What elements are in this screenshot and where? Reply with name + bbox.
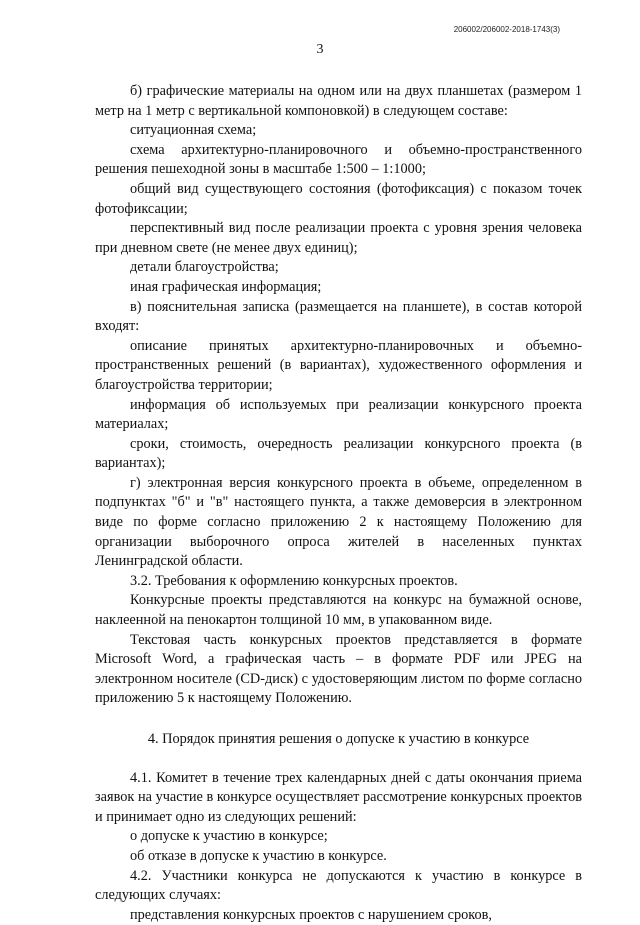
spacer: [95, 750, 582, 769]
page-number: 3: [316, 42, 324, 57]
list-item-deadline-violation: представления конкурсных проектов с нарушением сроков,: [130, 906, 492, 923]
list-item-timing-cost: сроки, стоимость, очередность реализации конкурсного проекта (в вариантах);: [95, 435, 582, 472]
paragraph-paper-basis: Конкурсные проекты представляются на конкурс на бумажной основе, наклеенной на пенокартон толщиной 10 мм, в упакованном виде.: [95, 592, 582, 629]
spacer: [95, 709, 582, 730]
paragraph-text-format: Текстовая часть конкурсных проектов представляется в формате Microsoft Word, а графическая часть – в формате PDF или JPEG на электронном носителе (CD-диск) с удостоверяющим листом по форме согласно приложению 5 к настоящему Положению.: [95, 631, 582, 707]
paragraph-graphic-materials: б) графические материалы на одном или на двух планшетах (размером 1 метр на 1 метр с вертикальной компоновкой) в следующем составе:: [95, 83, 582, 119]
list-item-other-graphics: иная графическая информация;: [130, 278, 322, 295]
paragraph-explanatory-note: в) пояснительная записка (размещается на планшете), в состав которой входят:: [95, 298, 582, 335]
list-item-refusal: об отказе в допуске к участию в конкурсе.: [130, 847, 387, 864]
document-body: [95, 82, 582, 925]
list-item-admission: о допуске к участию в конкурсе;: [130, 828, 328, 845]
list-item-description: описание принятых архитектурно-планировочных и объемно-пространственных решений (в вариантах), художественного оформления и благоустройства территории;: [95, 337, 582, 393]
list-item-general-view: общий вид существующего состояния (фотофиксация) с показом точек фотофиксации;: [95, 180, 582, 217]
list-item-details: детали благоустройства;: [130, 259, 279, 276]
list-item-situational-scheme: ситуационная схема;: [130, 122, 257, 139]
list-item-materials-info: информация об используемых при реализации конкурсного проекта материалах;: [95, 396, 582, 433]
document-id: 206002/206002-2018-1743(3): [453, 25, 560, 34]
paragraph-electronic-version: г) электронная версия конкурсного проекта в объеме, определенном в подпунктах "б" и "в" настоящего пункта, а также демоверсия в электронном виде по форме согласно приложению 2 к настоящему Положению для организации выборочного опроса жителей в населенных пунктах Ленинградской области.: [95, 474, 582, 570]
section-heading: 4. Порядок принятия решения о допуске к участию в конкурсе: [147, 731, 530, 747]
paragraph-committee-review: 4.1. Комитет в течение трех календарных дней с даты окончания приема заявок на участие в конкурсе осуществляет рассмотрение конкурсных проектов и принимает одно из следующих решений:: [95, 769, 582, 825]
list-item-perspective-view: перспективный вид после реализации проекта с уровня зрения человека при дневном свете (не менее двух единиц);: [95, 220, 582, 256]
paragraph-exclusion-cases: 4.2. Участники конкурса не допускаются к участию в конкурсе в следующих случаях:: [95, 867, 582, 904]
paragraph-requirements-heading: 3.2. Требования к оформлению конкурсных проектов.: [130, 572, 458, 589]
list-item-architectural-scheme: схема архитектурно-планировочного и объемно-пространственного решения пешеходной зоны в масштабе 1:500 – 1:1000;: [95, 141, 582, 178]
